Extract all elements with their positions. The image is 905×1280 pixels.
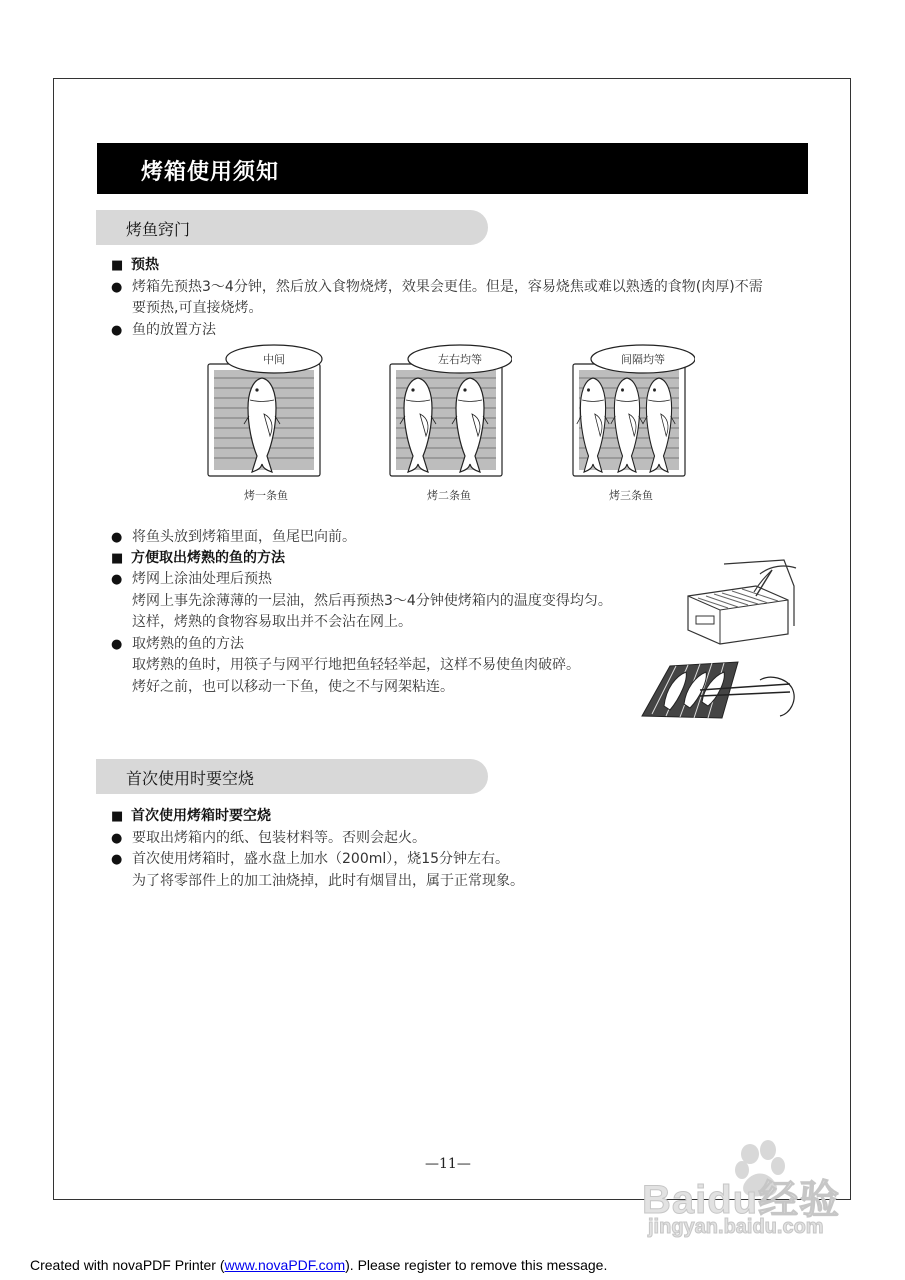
- bubble-label: 左右均等: [438, 353, 482, 366]
- fish-figure-two: [382, 342, 512, 477]
- first-use-line-3: 为了将零部件上的加工油烧掉，此时有烟冒出，属于正常现象。: [132, 873, 524, 889]
- figure-caption: 烤二条鱼: [427, 489, 471, 502]
- oil-line-2: 这样，烤熟的食物容易取出并不会沾在网上。: [132, 614, 412, 630]
- page-number: —11—: [425, 1156, 471, 1172]
- watermark-url: jingyan.baidu.com: [648, 1216, 824, 1238]
- remove-fish-title: ■ 方便取出烤熟的鱼的方法: [111, 548, 285, 569]
- preheat-title: ■ 预热: [111, 255, 159, 276]
- fish-figure-one: [200, 342, 330, 477]
- section-heading-fish-tips: [96, 210, 488, 245]
- take-line-2: 烤好之前，也可以移动一下鱼，使之不与网架粘连。: [132, 679, 454, 695]
- first-use-line-1: ● 要取出烤箱内的纸、包装材料等。否则会起火。: [111, 828, 426, 849]
- footer-suffix: ). Please register to remove this message.: [345, 1257, 608, 1273]
- first-use-title: ■ 首次使用烤箱时要空烧: [111, 806, 271, 827]
- fish-figure-three: [565, 342, 695, 477]
- take-line-1: 取烤熟的鱼时，用筷子与网平行地把鱼轻轻举起，这样不易使鱼肉破碎。: [132, 657, 580, 673]
- section-heading-first-use: [96, 759, 488, 794]
- footer-prefix: Created with novaPDF Printer (: [30, 1257, 225, 1273]
- watermark-brand: Baidu经验: [642, 1178, 841, 1222]
- novapdf-link[interactable]: www.novaPDF.com: [224, 1257, 346, 1273]
- oil-line-1: 烤网上事先涂薄薄的一层油，然后再预热3～4分钟使烤箱内的温度变得均匀。: [132, 593, 612, 609]
- oven-tray-illustration: [684, 556, 800, 646]
- figure-caption: 烤一条鱼: [244, 489, 288, 502]
- section-heading-label: 烤鱼窍门: [126, 220, 191, 239]
- bubble-label: 间隔均等: [621, 353, 665, 366]
- fish-head-note: ● 将鱼头放到烤箱里面，鱼尾巴向前。: [111, 527, 356, 548]
- preheat-line-2: 要预热,可直接烧烤。: [132, 300, 263, 316]
- section-heading-label: 首次使用时要空烧: [126, 769, 255, 788]
- figure-caption: 烤三条鱼: [609, 489, 653, 502]
- baidu-watermark: [640, 1140, 855, 1254]
- preheat-line-1: ● 烤箱先预热3～4分钟，然后放入食物烧烤，效果会更佳。但是，容易烧焦或难以熟透的食物(肉厚)不需: [111, 277, 763, 298]
- bubble-label: 中间: [263, 353, 285, 366]
- first-use-line-2: ● 首次使用烤箱时，盛水盘上加水（200ml），烧15分钟左右。: [111, 849, 509, 870]
- pdf-footer-notice: [30, 1257, 607, 1273]
- take-fish-title: ● 取烤熟的鱼的方法: [111, 634, 244, 655]
- page-title-bar: [97, 143, 808, 194]
- fish-placement-title: ● 鱼的放置方法: [111, 320, 216, 341]
- chopsticks-illustration: [640, 658, 800, 724]
- oil-title: ● 烤网上涂油处理后预热: [111, 569, 272, 590]
- page-title: 烤箱使用须知: [141, 160, 280, 185]
